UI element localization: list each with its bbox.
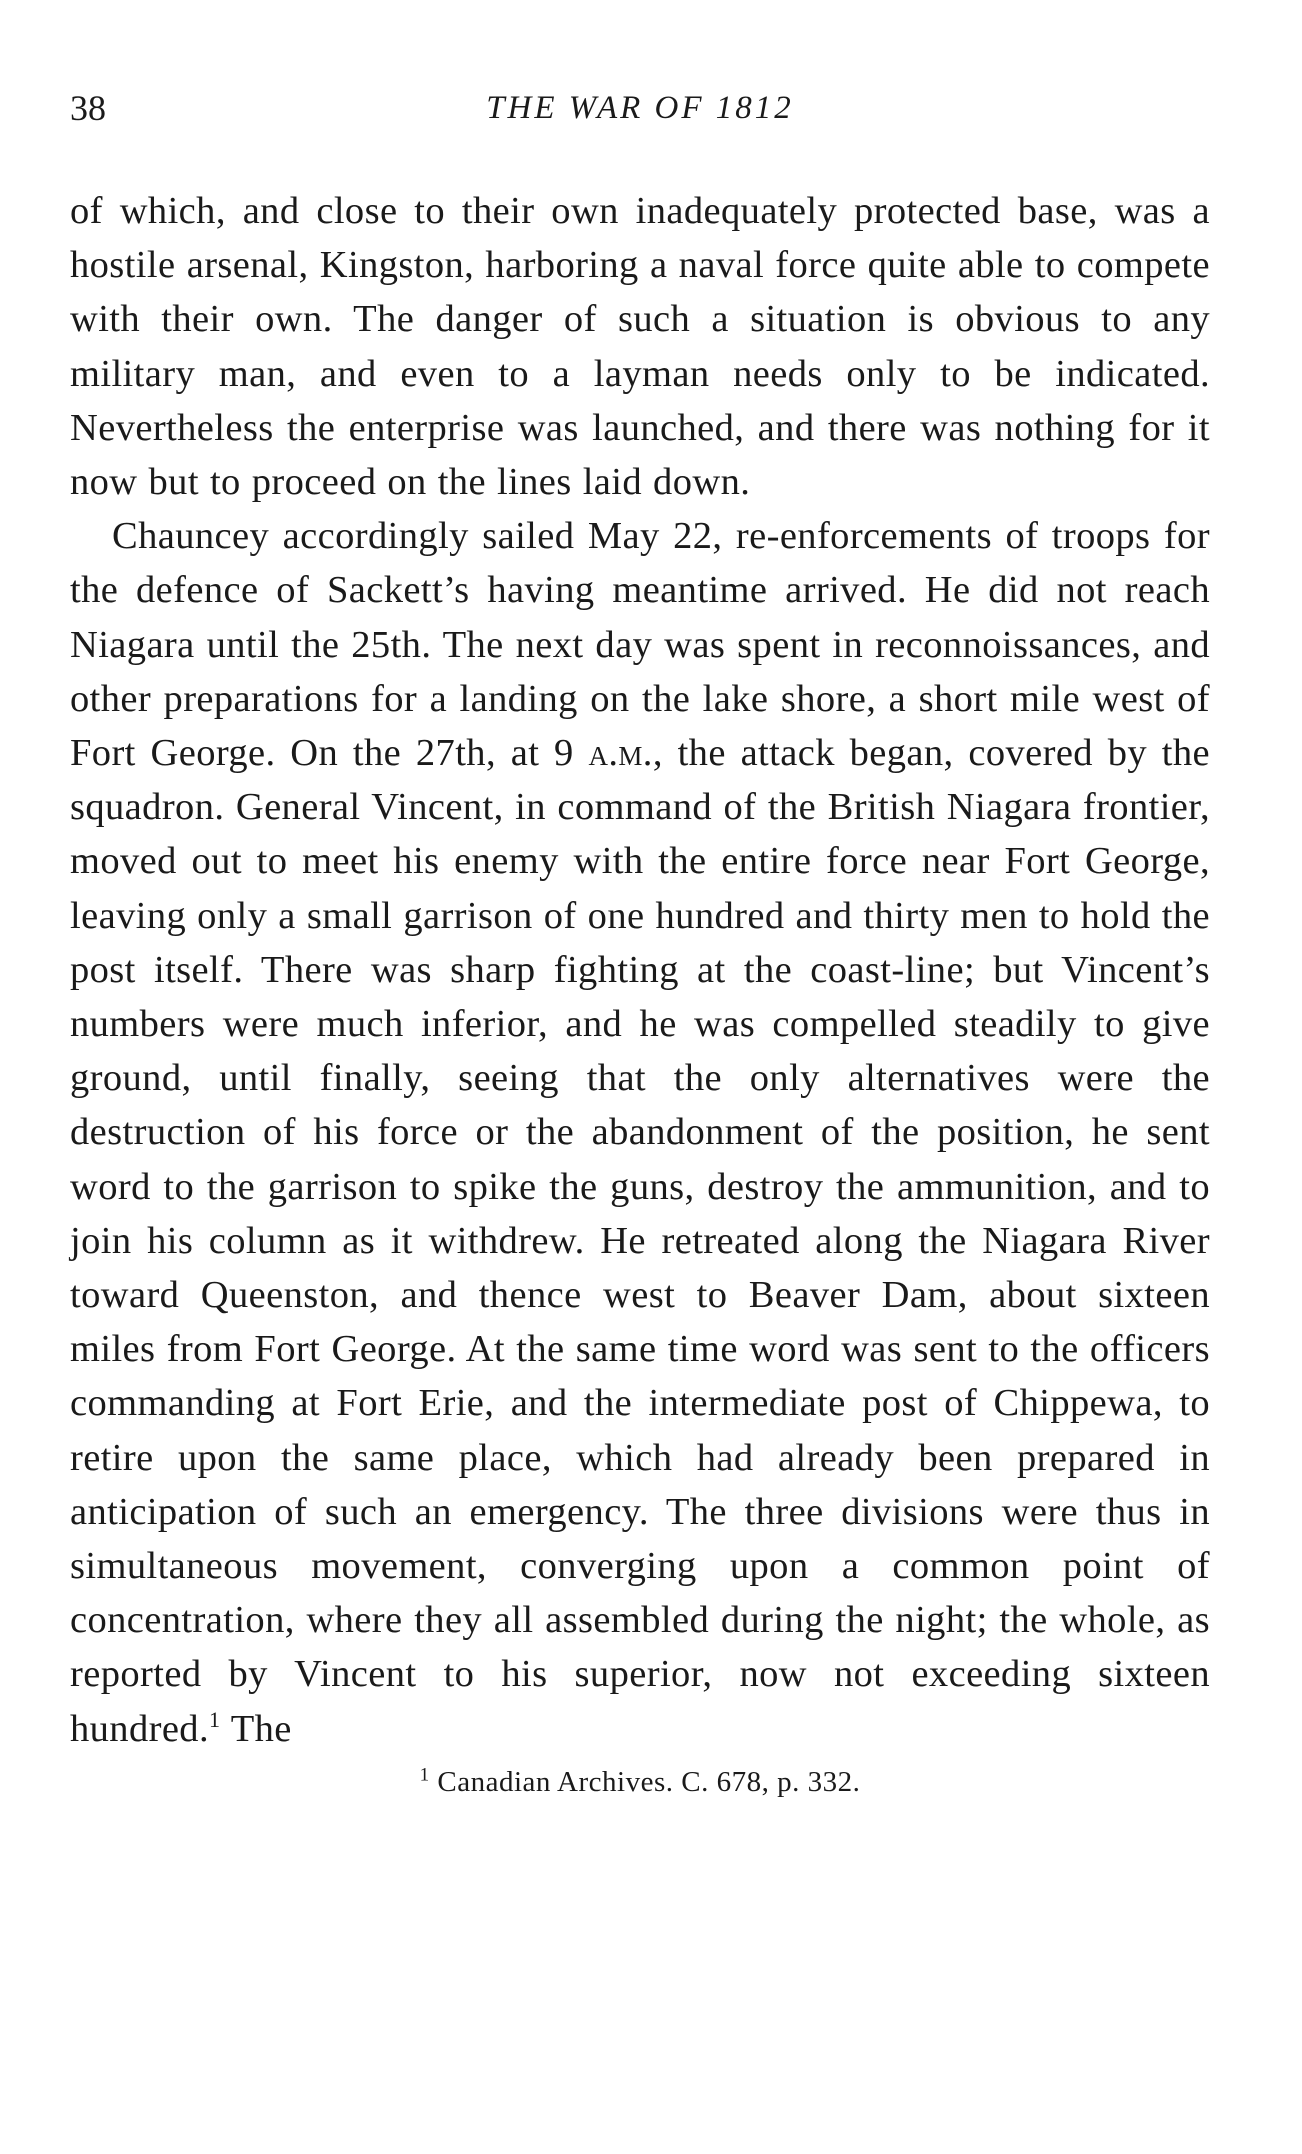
body-text (70, 184, 1210, 1756)
page-number: 38 (70, 88, 106, 128)
footnote-text: Canadian Archives. C. 678, p. 332. (429, 1765, 861, 1798)
footnote-marker: 1 (419, 1764, 430, 1786)
paragraph-text: , the attack began, covered by the squadron. General Vincent, in command of the British Niagara frontier, moved out to meet his enemy with the entire force near Fort George, leaving only a small garrison of one hundred and thirty men to hold the post itself. There was sharp fighting at the coast-line; but Vincent’s numbers were much inferior, and he was compelled steadily to give ground, until finally, seeing that the only alternatives were the destruction of his force or the abandonment of the position, he sent word to the garrison to spike the guns, destroy the ammunition, and to join his column as it withdrew. He retreated along the Niagara River toward Queenston, and thence west to Beaver Dam, about sixteen miles from Fort George. At the same time word was sent to the officers commanding at Fort Erie, and the intermediate post of Chippewa, to retire upon the same place, which had already been prepared in anticipation of such an emergency. The three divisions were thus in simultaneous movement, converging upon a common point of concentration, where they all assembled during the night; the whole, as reported by Vincent to his superior, now not exceeding sixteen hundred. (70, 732, 1210, 1750)
footnote (70, 1762, 1210, 1802)
paragraph-text: Chauncey accordingly sailed May 22, re-enforcements of troops for the defence of Sackett’s having meantime arrived. He did not reach Niagara until the 25th. The next day was spent in reconnoissances, and other preparations for a landing on the lake shore, a short mile west of Fort George. On the 27th, at 9 (70, 515, 1210, 775)
time-abbreviation: a.m. (588, 732, 653, 775)
footnote-reference: 1 (208, 1706, 221, 1732)
paragraph-continued: of which, and close to their own inadequately protected base, was a hostile arsenal, Kingston, harboring a naval force quite able to compete with their own. The danger of such a situation is obvious to any military man, and even to a layman needs only to be indicated. Nevertheless the enterprise was launched, and there was nothing for it now but to proceed on the lines laid down. (70, 190, 1210, 504)
page-header (70, 88, 1210, 144)
running-head: THE WAR OF 1812 (486, 90, 794, 126)
book-page (70, 88, 1210, 2108)
paragraph-text: The (220, 1707, 292, 1750)
paragraph (70, 509, 1210, 1756)
